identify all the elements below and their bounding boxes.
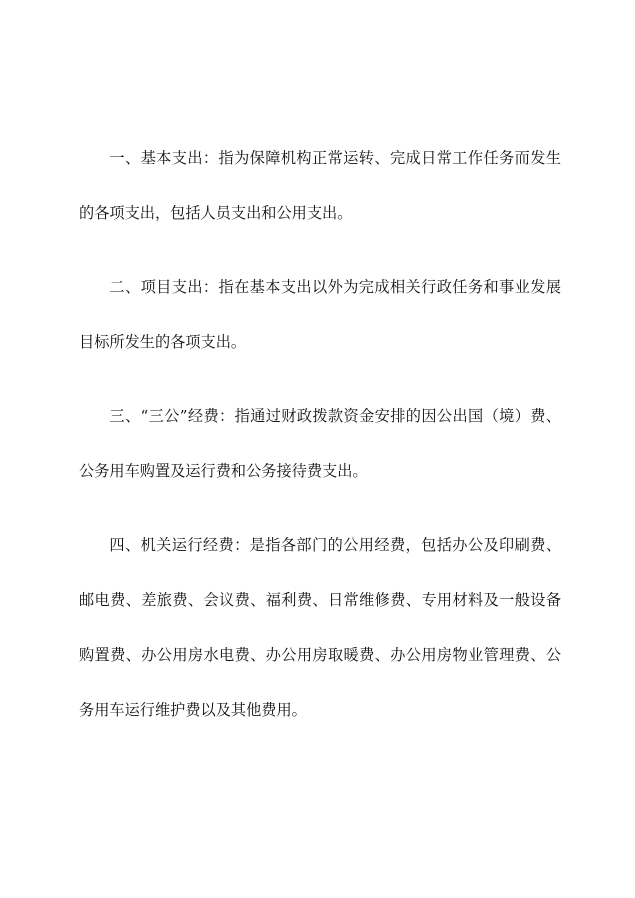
- document-body: [79, 131, 561, 757]
- paragraph-basic-expenditure: 一、基本支出：指为保障机构正常运转、完成日常工作任务而发生的各项支出，包括人员支出和公用支出。: [79, 149, 561, 222]
- paragraph-project-expenditure: 二、项目支出：指在基本支出以外为完成相关行政任务和事业发展目标所发生的各项支出。: [79, 278, 561, 351]
- paragraph-three-public-expenses: 三、“三公”经费：指通过财政拨款资金安排的因公出国（境）费、公务用车购置及运行费和公务接待费支出。: [79, 407, 561, 480]
- paragraph-agency-operating-expenses: 四、机关运行经费：是指各部门的公用经费，包括办公及印刷费、邮电费、差旅费、会议费、福利费、日常维修费、专用材料及一般设备购置费、办公用房水电费、办公用房取暖费、办公用房物业管理费、公务用车运行维护费以及其他费用。: [79, 536, 561, 719]
